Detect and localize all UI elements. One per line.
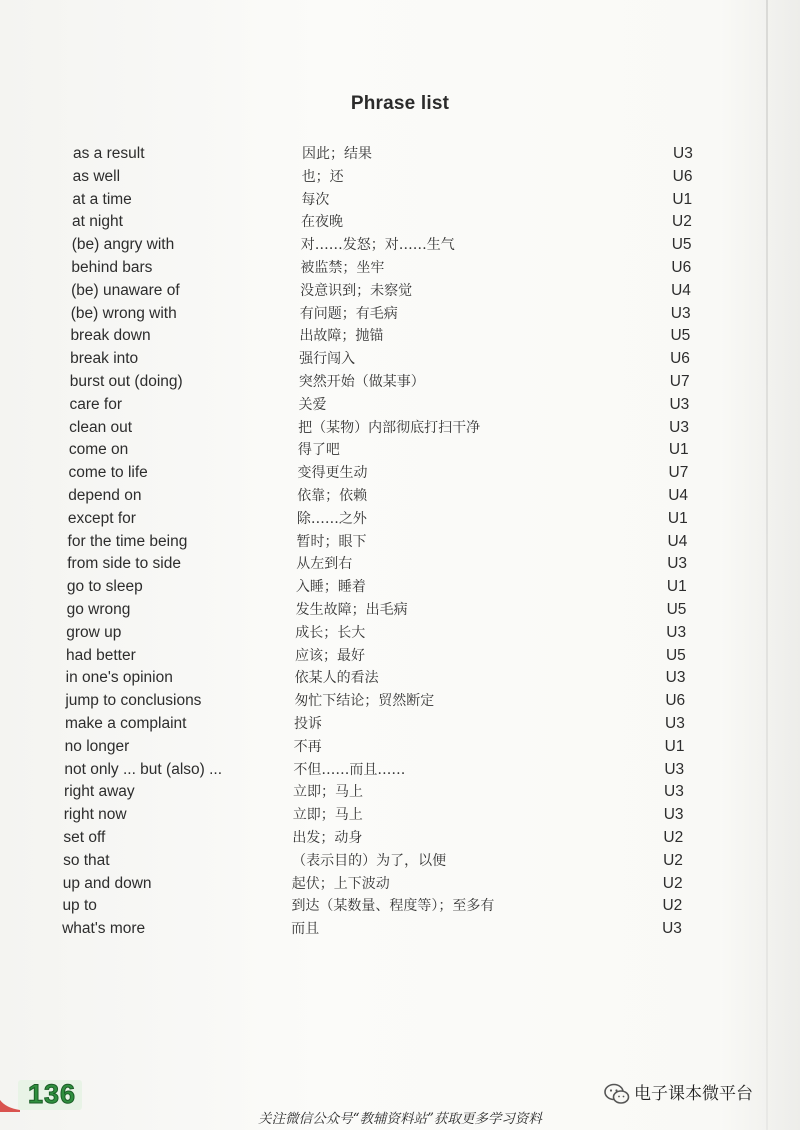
phrase-english: depend on xyxy=(68,487,142,504)
phrase-row xyxy=(0,736,800,758)
phrase-unit: U3 xyxy=(665,715,685,732)
phrase-chinese: 被监禁；坐牢 xyxy=(300,260,385,276)
phrase-english: from side to side xyxy=(67,555,181,573)
phrase-unit: U3 xyxy=(673,145,693,162)
phrase-unit: U6 xyxy=(671,259,692,276)
phrase-chinese: 起伏；上下波动 xyxy=(291,875,390,892)
phrase-unit: U3 xyxy=(666,623,687,641)
phrase-english: behind bars xyxy=(71,259,153,276)
phrase-chinese: 依靠；依赖 xyxy=(297,488,368,504)
phrase-chinese: 每次 xyxy=(301,191,330,208)
phrase-unit: U5 xyxy=(671,236,692,254)
phrase-chinese: 匆忙下结论；贸然断定 xyxy=(294,693,435,710)
phrase-chinese: 而且 xyxy=(291,921,320,938)
phrase-chinese: 对……发怒；对……生气 xyxy=(300,237,455,254)
phrase-unit: U5 xyxy=(665,646,686,664)
phrase-english: right away xyxy=(64,783,135,801)
phrase-chinese: 成长；长大 xyxy=(295,624,366,641)
phrase-unit: U2 xyxy=(663,851,683,869)
phrase-english: make a complaint xyxy=(65,715,187,732)
phrase-unit: U2 xyxy=(672,213,692,231)
phrase-row xyxy=(0,645,800,667)
phrase-english: jump to conclusions xyxy=(65,692,202,710)
phrase-row xyxy=(0,280,800,302)
phrase-english: except for xyxy=(67,509,136,527)
phrase-row xyxy=(0,781,800,803)
page-title: Phrase list xyxy=(350,93,450,114)
phrase-chinese: 出故障；抛锚 xyxy=(299,328,384,345)
phrase-unit: U2 xyxy=(663,829,684,846)
phrase-unit: U3 xyxy=(663,806,684,824)
phrase-english: grow up xyxy=(66,623,122,641)
phrase-chinese: 突然开始（做某事） xyxy=(298,374,425,390)
phrase-row xyxy=(0,257,800,279)
phrase-english: break down xyxy=(70,327,151,345)
phrase-unit: U6 xyxy=(670,350,690,368)
phrase-english: break into xyxy=(70,350,139,368)
page-number: 136 xyxy=(27,1079,77,1109)
phrase-unit: U3 xyxy=(670,304,691,322)
phrase-row xyxy=(0,234,800,256)
phrase-chinese: 得了吧 xyxy=(297,442,340,459)
phrase-chinese: 也；还 xyxy=(301,168,344,185)
phrase-unit: U1 xyxy=(672,190,693,208)
phrase-row xyxy=(0,325,800,347)
phrase-english: (be) angry with xyxy=(71,236,175,254)
phrase-row xyxy=(0,417,800,439)
phrase-english: go wrong xyxy=(66,601,131,618)
phrase-english: as a result xyxy=(73,145,145,162)
phrase-chinese: 关爱 xyxy=(298,396,327,413)
phrase-chinese: 变得更生动 xyxy=(297,465,368,482)
phrase-row xyxy=(0,508,800,530)
phrase-chinese: 暂时；眼下 xyxy=(296,533,367,550)
phrase-english: what's more xyxy=(62,920,146,938)
phrase-english: clean out xyxy=(69,418,133,436)
phrase-unit: U3 xyxy=(669,395,690,413)
phrase-row xyxy=(0,348,800,370)
phrase-chinese: 不再 xyxy=(293,738,322,755)
phrase-row xyxy=(0,439,800,461)
phrase-english: burst out (doing) xyxy=(69,373,183,390)
phrase-row xyxy=(0,485,800,507)
phrase-row xyxy=(0,713,800,735)
phrase-unit: U3 xyxy=(667,555,688,573)
phrase-row xyxy=(0,804,800,826)
phrase-chinese: 在夜晚 xyxy=(301,214,344,231)
phrase-row xyxy=(0,143,800,165)
phrase-english: up to xyxy=(62,897,97,915)
phrase-unit: U2 xyxy=(662,874,683,892)
phrase-unit: U3 xyxy=(669,418,689,436)
phrase-unit: U7 xyxy=(669,373,690,390)
phrase-chinese: 有问题；有毛病 xyxy=(299,305,398,322)
phrase-unit: U6 xyxy=(672,167,693,185)
phrase-unit: U7 xyxy=(668,464,689,482)
wechat-icon xyxy=(604,1082,630,1106)
phrase-english: (be) unaware of xyxy=(71,281,180,299)
phrase-row xyxy=(0,667,800,689)
phrase-row xyxy=(0,599,800,621)
phrase-chinese: 除……之外 xyxy=(296,510,367,527)
footer-note: 关注微信公众号“教辅资料站”获取更多学习资料 xyxy=(258,1111,542,1127)
phrase-unit: U1 xyxy=(668,441,689,459)
phrase-chinese: 到达（某数量、程度等）；至多有 xyxy=(291,898,495,915)
phrase-row xyxy=(0,394,800,416)
phrase-english: come on xyxy=(68,441,129,459)
phrase-row xyxy=(0,553,800,575)
phrase-row xyxy=(0,850,800,872)
phrase-english: care for xyxy=(69,395,123,413)
phrase-chinese: 发生故障；出毛病 xyxy=(295,602,408,618)
wechat-brand: 电子课本微平台 xyxy=(634,1084,753,1104)
phrase-unit: U5 xyxy=(666,601,687,618)
phrase-row xyxy=(0,531,800,553)
phrase-chinese: 没意识到；未察觉 xyxy=(300,282,413,299)
phrase-row xyxy=(0,827,800,849)
phrase-english: so that xyxy=(63,851,110,869)
phrase-unit: U4 xyxy=(667,532,688,550)
phrase-chinese: 应该；最好 xyxy=(294,647,365,664)
phrase-unit: U6 xyxy=(665,692,686,710)
phrase-english: up and down xyxy=(62,874,152,892)
phrase-english: at a time xyxy=(72,190,132,208)
phrase-english: at night xyxy=(72,213,123,231)
phrase-row xyxy=(0,918,800,940)
phrase-chinese: 立即；马上 xyxy=(292,807,363,824)
phrase-english: had better xyxy=(65,646,136,664)
phrase-unit: U1 xyxy=(667,509,688,527)
phrase-row xyxy=(0,462,800,484)
phrase-unit: U5 xyxy=(670,327,691,345)
phrase-english: come to life xyxy=(68,464,148,482)
phrase-row xyxy=(0,895,800,917)
phrase-unit: U1 xyxy=(664,737,685,755)
phrase-english: in one's opinion xyxy=(65,669,173,687)
phrase-english: as well xyxy=(72,167,121,185)
phrase-row xyxy=(0,873,800,895)
phrase-unit: U3 xyxy=(662,920,682,938)
phrase-english: for the time being xyxy=(67,532,188,550)
phrase-english: right now xyxy=(63,806,127,824)
phrase-unit: U3 xyxy=(664,760,685,778)
phrase-english: set off xyxy=(63,829,106,846)
phrase-english: not only ... but (also) ... xyxy=(64,760,223,778)
phrase-chinese: （表示目的）为了，以便 xyxy=(292,852,447,869)
phrase-chinese: 入睡；睡着 xyxy=(295,579,366,596)
phrase-unit: U3 xyxy=(664,783,684,801)
phrase-unit: U2 xyxy=(662,897,683,915)
phrase-row xyxy=(0,622,800,644)
phrase-unit: U3 xyxy=(665,669,686,687)
phrase-row xyxy=(0,189,800,211)
phrase-chinese: 因此；结果 xyxy=(302,146,372,162)
phrase-chinese: 强行闯入 xyxy=(299,351,356,368)
phrase-row xyxy=(0,690,800,712)
phrase-chinese: 投诉 xyxy=(294,716,322,732)
phrase-row xyxy=(0,576,800,598)
phrase-unit: U4 xyxy=(668,487,689,504)
phrase-chinese: 从左到右 xyxy=(296,556,353,573)
phrase-unit: U1 xyxy=(666,578,687,596)
phrase-chinese: 不但……而且…… xyxy=(293,761,406,778)
phrase-row xyxy=(0,166,800,188)
phrase-row xyxy=(0,759,800,781)
phrase-chinese: 把（某物）内部彻底打扫干净 xyxy=(298,419,481,436)
phrase-chinese: 依某人的看法 xyxy=(294,670,379,687)
phrase-row xyxy=(0,371,800,393)
phrase-unit: U4 xyxy=(671,281,691,299)
phrase-chinese: 出发；动身 xyxy=(292,830,363,846)
phrase-english: (be) wrong with xyxy=(70,304,177,322)
phrase-english: no longer xyxy=(64,737,130,755)
phrase-english: go to sleep xyxy=(66,578,143,596)
phrase-row xyxy=(0,303,800,325)
phrase-row xyxy=(0,211,800,233)
phrase-chinese: 立即；马上 xyxy=(293,784,364,801)
